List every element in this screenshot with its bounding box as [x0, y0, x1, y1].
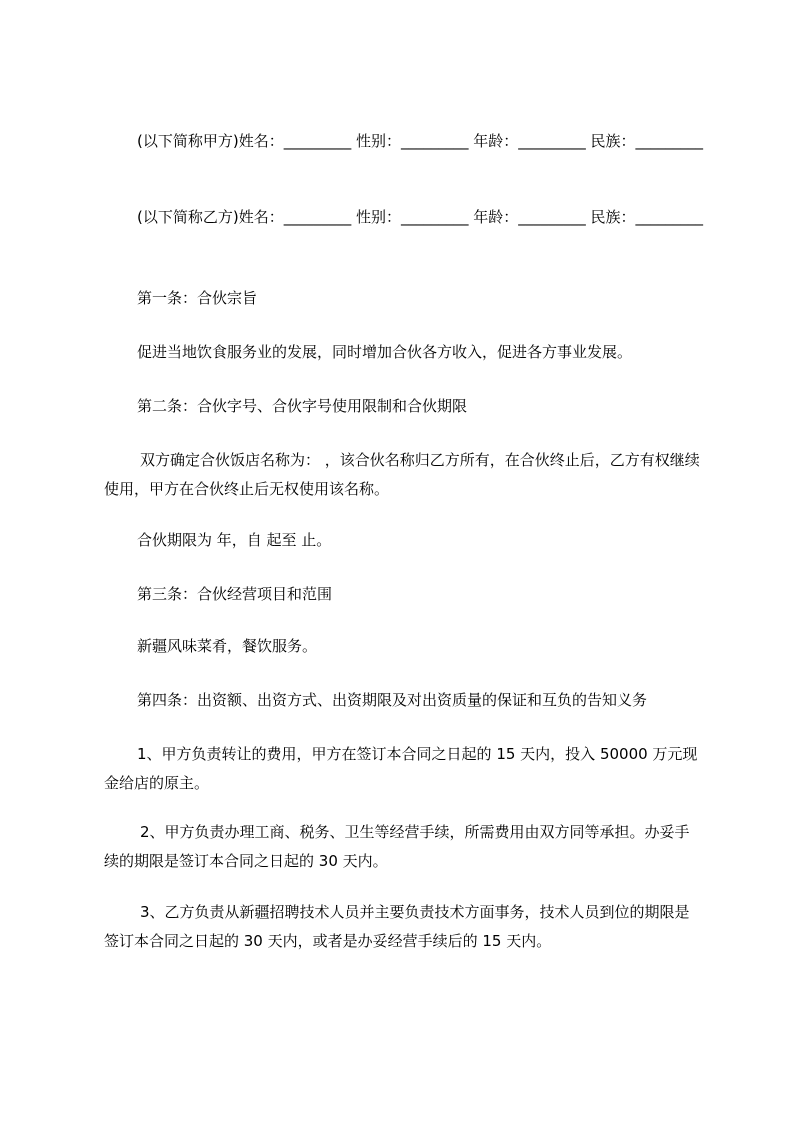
article-1-title: 第一条：合伙宗旨 — [137, 289, 258, 307]
article-4-item-1: 1、甲方负责转让的费用，甲方在签订本合同之日起的 15 天内，投入 50000 万元现金给店的原主。 — [104, 745, 698, 792]
article-2-title: 第二条：合伙字号、合伙字号使用限制和合伙期限 — [137, 397, 468, 415]
party-b-line: (以下简称乙方)姓名：_________ 性别：_________ 年龄：_________ 民族：_________ — [137, 208, 704, 226]
article-2-term: 合伙期限为 年，自 起至 止。 — [137, 531, 332, 549]
article-4-title: 第四条：出资额、出资方式、出资期限及对出资质量的保证和互负的告知义务 — [137, 691, 648, 709]
party-a-line: (以下简称甲方)姓名：_________ 性别：_________ 年龄：_________ 民族：_________ — [137, 132, 704, 150]
article-3-body: 新疆风味菜肴，餐饮服务。 — [137, 637, 318, 655]
article-4-item-2: 2、甲方负责办理工商、税务、卫生等经营手续，所需费用由双方同等承担。办妥手续的期限是签订本合同之日起的 30 天内。 — [104, 823, 690, 870]
article-1-body: 促进当地饮食服务业的发展，同时增加合伙各方收入，促进各方事业发展。 — [137, 343, 633, 361]
article-4-item-3: 3、乙方负责从新疆招聘技术人员并主要负责技术方面事务，技术人员到位的期限是签订本合同之日起的 30 天内，或者是办妥经营手续后的 15 天内。 — [104, 903, 690, 950]
article-3-title: 第三条：合伙经营项目和范围 — [137, 585, 333, 603]
article-2-body: 双方确定合伙饭店名称为： ，该合伙名称归乙方所有，在合伙终止后，乙方有权继续使用，甲方在合伙终止后无权使用该名称。 — [104, 451, 700, 498]
